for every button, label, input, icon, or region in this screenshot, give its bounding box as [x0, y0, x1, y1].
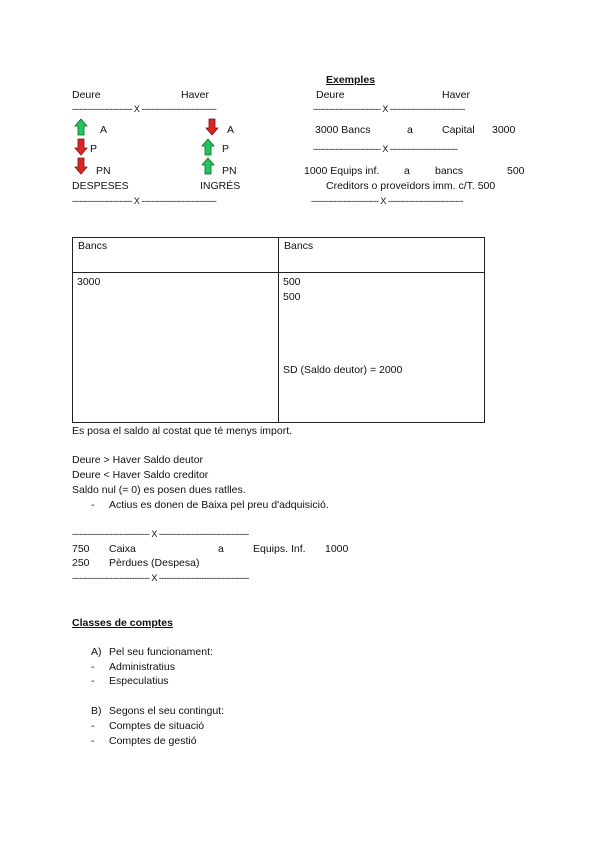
classes-b-item: Comptes de gestió: [109, 735, 197, 747]
left-separator-bottom: ------------------------ X ------------------------------: [72, 196, 217, 206]
exemples-separator-3: --------------------------- X ------------------------------: [311, 196, 463, 206]
classes-title: Classes de comptes: [72, 617, 173, 629]
left-row3-haver: PN: [222, 165, 237, 177]
left-deure-label: Deure: [72, 89, 101, 101]
example2-a: a: [404, 165, 410, 177]
entry2-separator-bottom: ------------------------------- X ------------------------------------: [72, 573, 249, 583]
note-saldo-deutor: Deure > Haver Saldo deutor: [72, 454, 204, 466]
t-account-left-header: Bancs: [78, 240, 108, 252]
down-arrow-icon: [74, 138, 88, 156]
note-saldo-side: Es posa el saldo al costat que té menys import.: [72, 425, 293, 437]
t-account-right-value: 500: [283, 276, 301, 288]
example1-a: a: [407, 124, 413, 136]
entry2-separator-top: ------------------------------- X ------------------------------------: [72, 529, 249, 539]
classes-a-item: Administratius: [109, 661, 175, 673]
despeses-label: DESPESES: [72, 180, 129, 192]
t-account-divider-vertical: [278, 237, 279, 422]
note-bullet-dash: -: [91, 499, 95, 511]
note-saldo-nul: Saldo nul (= 0) es posen dues ratlles.: [72, 484, 246, 496]
entry2-row1-account: Caixa: [109, 543, 136, 555]
t-account-right-header: Bancs: [284, 240, 314, 252]
down-arrow-shape: [206, 119, 218, 135]
example2-debit: 1000 Equips inf.: [304, 165, 380, 177]
example2-amount: 500: [507, 165, 525, 177]
exemples-haver-label: Haver: [442, 89, 471, 101]
example1-amount: 3000: [492, 124, 516, 136]
left-haver-label: Haver: [181, 89, 210, 101]
classes-a-text: Pel seu funcionament:: [109, 646, 213, 658]
classes-a-dash: -: [91, 661, 95, 673]
classes-b-text: Segons el seu contingut:: [109, 705, 224, 717]
up-arrow-shape: [202, 139, 214, 155]
example1-debit: 3000 Bancs: [315, 124, 371, 136]
classes-a-dash: -: [91, 675, 95, 687]
left-row3-deure: PN: [96, 165, 111, 177]
down-arrow-shape: [75, 139, 87, 155]
left-row1-deure: A: [100, 124, 108, 136]
left-separator-top: ------------------------ X ------------------------------: [72, 104, 217, 114]
entry2-row1-a: a: [218, 543, 224, 555]
entry2-row1-credit: Equips. Inf.: [253, 543, 306, 555]
t-account-divider-horizontal: [72, 272, 484, 273]
note-saldo-creditor: Deure < Haver Saldo creditor: [72, 469, 209, 481]
down-arrow-icon: [205, 118, 219, 136]
down-arrow-icon: [74, 157, 88, 175]
up-arrow-icon: [74, 118, 88, 136]
classes-b-dash: -: [91, 735, 95, 747]
exemples-deure-label: Deure: [316, 89, 345, 101]
classes-b-label: B): [91, 705, 102, 717]
entry2-row1-credit-amount: 1000: [325, 543, 349, 555]
exemples-separator-1: --------------------------- X ------------------------------: [313, 104, 465, 114]
up-arrow-icon: [201, 157, 215, 175]
example2-credit: bancs: [435, 165, 464, 177]
note-bullet-actius: Actius es donen de Baixa pel preu d'adquisició.: [109, 499, 329, 511]
example1-credit: Capital: [442, 124, 475, 136]
t-account-left-value: 3000: [77, 276, 101, 288]
example2-creditors: Creditors o proveïdors imm. c/T. 500: [326, 180, 496, 192]
left-row2-haver: P: [222, 143, 230, 155]
up-arrow-shape: [75, 119, 87, 135]
exemples-title: Exemples: [326, 74, 376, 86]
entry2-row2-account: Pèrdues (Despesa): [109, 557, 200, 569]
ingres-label: INGRÉS: [200, 180, 241, 192]
up-arrow-icon: [201, 138, 215, 156]
exemples-separator-2: --------------------------- X ---------------------------: [313, 144, 458, 154]
t-account-saldo: SD (Saldo deutor) = 2000: [283, 364, 403, 376]
entry2-row1-amount: 750: [72, 543, 90, 555]
t-account-right-value: 500: [283, 291, 301, 303]
down-arrow-shape: [75, 158, 87, 174]
classes-b-item: Comptes de situació: [109, 720, 205, 732]
classes-b-dash: -: [91, 720, 95, 732]
entry2-row2-amount: 250: [72, 557, 90, 569]
classes-a-label: A): [91, 646, 102, 658]
up-arrow-shape: [202, 158, 214, 174]
left-row2-deure: P: [90, 143, 98, 155]
left-row1-haver: A: [227, 124, 235, 136]
classes-a-item: Especulatius: [109, 675, 169, 687]
